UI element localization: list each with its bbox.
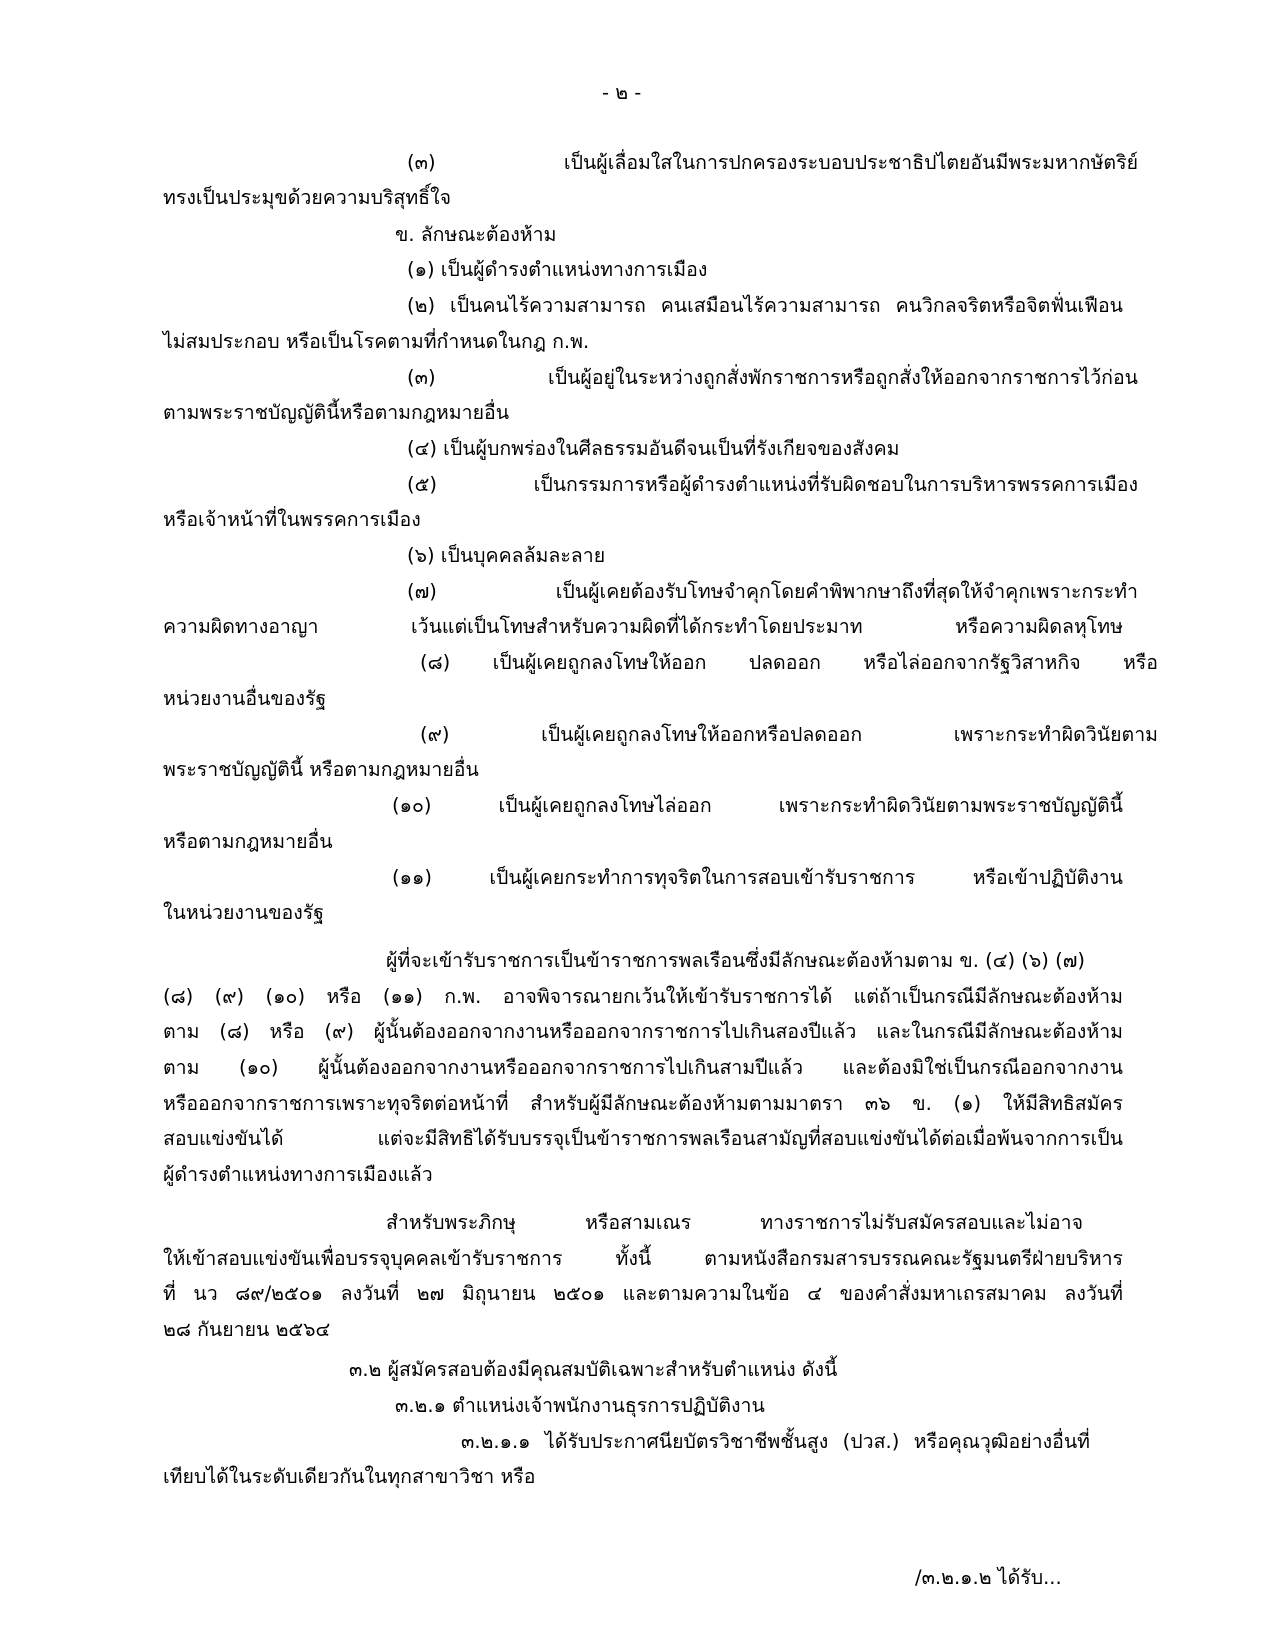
list-item-continuation: ตามพระราชบัญญัตินี้หรือตามกฎหมายอื่น bbox=[163, 401, 510, 424]
list-item-continuation: ในหน่วยงานของรัฐ bbox=[163, 901, 325, 924]
paragraph-line: ๒๘ กันยายน ๒๕๖๔ bbox=[163, 1318, 331, 1341]
paragraph-line: สอบแข่งขันได้ แต่จะมีสิทธิได้รับบรรจุเป็นข้าราชการพลเรือนสามัญที่สอบแข่งขันได้ต่อเมื่อพ้นจากการเป็น bbox=[163, 1127, 1123, 1150]
paragraph-line: ตาม (๘) หรือ (๙) ผู้นั้นต้องออกจากงานหรือออกจากราชการไปเกินสองปีแล้ว และในกรณีมีลักษณะต้องห้าม bbox=[163, 1020, 1123, 1043]
list-item: (๑๑) เป็นผู้เคยกระทำการทุจริตในการสอบเข้ารับราชการ หรือเข้าปฏิบัติงาน bbox=[392, 866, 1123, 889]
paragraph-line: เทียบได้ในระดับเดียวกันในทุกสาขาวิชา หรือ bbox=[163, 1465, 536, 1488]
paragraph-line: หรือออกจากราชการเพราะทุจริตต่อหน้าที่ สำหรับผู้มีลักษณะต้องห้ามตามมาตรา ๓๖ ข. (๑) ให้มีสิทธิสมัคร bbox=[163, 1092, 1123, 1115]
list-item: (๔) เป็นผู้บกพร่องในศีลธรรมอันดีจนเป็นที่รังเกียจของสังคม bbox=[407, 437, 900, 460]
list-item: (๕) เป็นกรรมการหรือผู้ดำรงตำแหน่งที่รับผิดชอบในการบริหารพรรคการเมือง bbox=[407, 473, 1138, 496]
paragraph-line: (๓) เป็นผู้เลื่อมใสในการปกครองระบอบประชาธิปไตยอันมีพระมหากษัตริย์ bbox=[407, 151, 1138, 174]
paragraph-line: ผู้ดำรงตำแหน่งทางการเมืองแล้ว bbox=[163, 1163, 433, 1186]
paragraph-line: ทรงเป็นประมุขด้วยความบริสุทธิ์ใจ bbox=[163, 186, 452, 209]
list-item: (๒) เป็นคนไร้ความสามารถ คนเสมือนไร้ความสามารถ คนวิกลจริตหรือจิตฟั่นเฟือน bbox=[407, 294, 1123, 317]
paragraph-line: ให้เข้าสอบแข่งขันเพื่อบรรจุบุคคลเข้ารับราชการ ทั้งนี้ ตามหนังสือกรมสารบรรณคณะรัฐมนตรีฝ่ายบริหาร bbox=[163, 1247, 1123, 1270]
list-item-continuation: พระราชบัญญัตินี้ หรือตามกฎหมายอื่น bbox=[163, 758, 479, 781]
list-item-continuation: ไม่สมประกอบ หรือเป็นโรคตามที่กำหนดในกฎ ก.พ. bbox=[163, 330, 590, 353]
list-item-continuation: หรือเจ้าหน้าที่ในพรรคการเมือง bbox=[163, 508, 421, 531]
paragraph-line: ตาม (๑๐) ผู้นั้นต้องออกจากงานหรือออกจากราชการไปเกินสามปีแล้ว และต้องมิใช่เป็นกรณีออกจากงาน bbox=[163, 1056, 1123, 1079]
continuation-marker: /๓.๒.๑.๒ ได้รับ... bbox=[915, 1566, 1062, 1589]
list-item-continuation: หน่วยงานอื่นของรัฐ bbox=[163, 687, 327, 710]
page-number: - ๒ - bbox=[602, 81, 642, 104]
list-item-continuation: ความผิดทางอาญา เว้นแต่เป็นโทษสำหรับความผิดที่ได้กระทำโดยประมาท หรือความผิดลหุโทษ bbox=[163, 615, 1123, 638]
paragraph-line: ที่ นว ๘๙/๒๕๐๑ ลงวันที่ ๒๗ มิถุนายน ๒๕๐๑ และตามความในข้อ ๔ ของคำสั่งมหาเถรสมาคม ลงวันที่ bbox=[163, 1282, 1123, 1305]
subsection-heading: ๓.๒.๑ ตำแหน่งเจ้าพนักงานธุรการปฏิบัติงาน bbox=[395, 1394, 765, 1417]
list-item-continuation: หรือตามกฎหมายอื่น bbox=[163, 830, 333, 853]
paragraph-line: ๓.๒.๑.๑ ได้รับประกาศนียบัตรวิชาชีพชั้นสูง (ปวส.) หรือคุณวุฒิอย่างอื่นที่ bbox=[461, 1430, 1090, 1453]
section-heading: ๓.๒ ผู้สมัครสอบต้องมีคุณสมบัติเฉพาะสำหรับตำแหน่ง ดังนี้ bbox=[349, 1358, 838, 1381]
list-item: (๑๐) เป็นผู้เคยถูกลงโทษไล่ออก เพราะกระทำผิดวินัยตามพระราชบัญญัตินี้ bbox=[392, 794, 1123, 817]
paragraph-line: สำหรับพระภิกษุ หรือสามเณร ทางราชการไม่รับสมัครสอบและไม่อาจ bbox=[386, 1211, 1083, 1234]
paragraph-line: ผู้ที่จะเข้ารับราชการเป็นข้าราชการพลเรือนซึ่งมีลักษณะต้องห้ามตาม ข. (๔) (๖) (๗) bbox=[386, 949, 1085, 972]
section-heading: ข. ลักษณะต้องห้าม bbox=[395, 223, 557, 246]
paragraph-line: (๘) (๙) (๑๐) หรือ (๑๑) ก.พ. อาจพิจารณายกเว้นให้เข้ารับราชการได้ แต่ถ้าเป็นกรณีมีลักษณะต้องห้าม bbox=[163, 985, 1123, 1008]
list-item: (๓) เป็นผู้อยู่ในระหว่างถูกสั่งพักราชการหรือถูกสั่งให้ออกจากราชการไว้ก่อน bbox=[407, 366, 1138, 389]
list-item: (๙) เป็นผู้เคยถูกลงโทษให้ออกหรือปลดออก เพราะกระทำผิดวินัยตาม bbox=[420, 723, 1158, 746]
list-item: (๑) เป็นผู้ดำรงตำแหน่งทางการเมือง bbox=[407, 258, 708, 281]
list-item: (๘) เป็นผู้เคยถูกลงโทษให้ออก ปลดออก หรือไล่ออกจากรัฐวิสาหกิจ หรือ bbox=[420, 651, 1158, 674]
list-item: (๗) เป็นผู้เคยต้องรับโทษจำคุกโดยคำพิพากษาถึงที่สุดให้จำคุกเพราะกระทำ bbox=[407, 580, 1138, 603]
list-item: (๖) เป็นบุคคลล้มละลาย bbox=[407, 544, 606, 567]
